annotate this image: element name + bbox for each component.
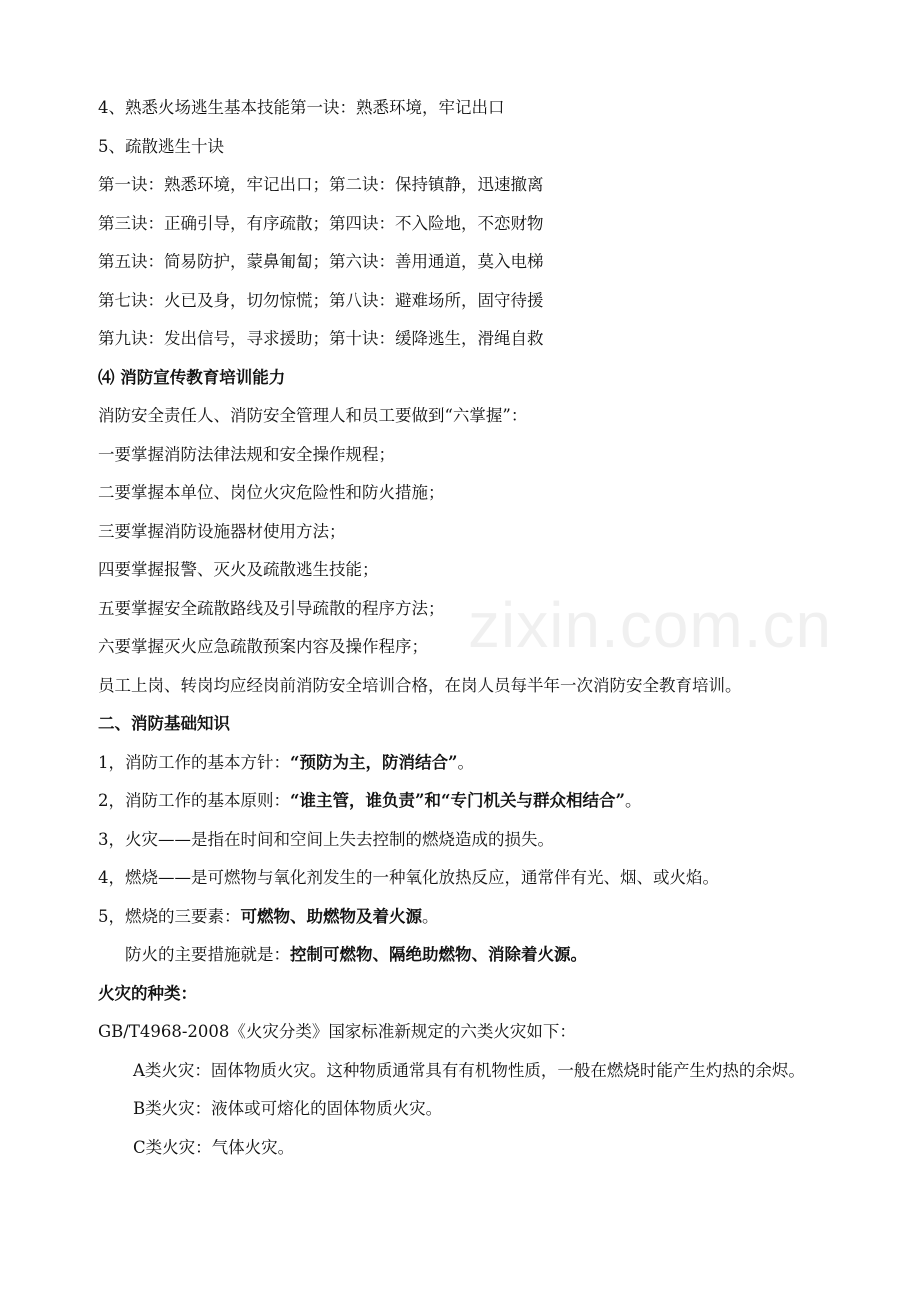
bold-span: “专门机关与群众相结合” bbox=[440, 791, 625, 810]
text-line: 第三诀：正确引导，有序疏散；第四诀：不入险地，不恋财物 bbox=[98, 213, 544, 233]
section-heading: ⑷ 消防宣传教育培训能力 bbox=[98, 367, 286, 387]
text-line: B类火灾：液体或可熔化的固体物质火灾。 bbox=[133, 1099, 443, 1118]
text-line: 第七诀：火已及身，切勿惊慌；第八诀：避难场所，固守待援 bbox=[98, 290, 544, 310]
text-span: 防火的主要措施就是： bbox=[125, 945, 290, 964]
bold-span: 可燃物、助燃物及着火源 bbox=[240, 906, 422, 926]
text-span: 。 bbox=[422, 906, 439, 926]
text-span: 。 bbox=[457, 752, 474, 772]
text-span: 2，消防工作的基本原则： bbox=[98, 791, 290, 810]
text-line: 4，燃烧——是可燃物与氧化剂发生的一种氧化放热反应，通常伴有光、烟、或火焰。 bbox=[98, 868, 719, 887]
document-body bbox=[98, 89, 838, 1167]
text-span: 5，燃烧的三要素： bbox=[98, 906, 241, 926]
watermark: zixin.com.cn bbox=[468, 589, 833, 661]
text-line: 三要掌握消防设施器材使用方法； bbox=[98, 521, 346, 541]
text-line bbox=[98, 898, 838, 937]
text-line: 四要掌握报警、灭火及疏散逃生技能； bbox=[98, 560, 379, 579]
section-heading: 火灾的种类： bbox=[98, 983, 197, 1003]
text-line bbox=[98, 744, 838, 783]
text-span: 1，消防工作的基本方针： bbox=[98, 752, 290, 772]
text-line: GB/T4968-2008《火灾分类》国家标准新规定的六类火灾如下： bbox=[98, 1022, 576, 1041]
bold-span: “预防为主，防消结合” bbox=[290, 752, 458, 772]
text-line bbox=[98, 782, 838, 821]
text-line: 第一诀：熟悉环境，牢记出口；第二诀：保持镇静，迅速撤离 bbox=[98, 175, 544, 194]
text-line bbox=[98, 936, 838, 975]
text-line: 员工上岗、转岗均应经岗前消防安全培训合格，在岗人员每半年一次消防安全教育培训。 bbox=[98, 675, 742, 695]
text-paragraph: A类火灾：固体物质火灾。这种物质通常具有有机物性质，一般在燃烧时能产生灼热的余烬。 bbox=[133, 1060, 805, 1080]
text-line: 五要掌握安全疏散路线及引导疏散的程序方法； bbox=[98, 598, 445, 618]
text-line: 4、熟悉火场逃生基本技能第一诀：熟悉环境，牢记出口 bbox=[98, 98, 505, 117]
text-line: 5、疏散逃生十诀 bbox=[98, 136, 224, 156]
bold-span: “谁主管，谁负责” bbox=[290, 791, 425, 810]
text-line: 第九诀：发出信号，寻求援助；第十诀：缓降逃生，滑绳自救 bbox=[98, 329, 544, 348]
text-line: 二要掌握本单位、岗位火灾危险性和防火措施； bbox=[98, 483, 445, 502]
text-line: 一要掌握消防法律法规和安全操作规程； bbox=[98, 444, 395, 464]
bold-span: 和 bbox=[424, 791, 441, 810]
section-heading: 二、消防基础知识 bbox=[98, 714, 230, 733]
text-line: 第五诀：简易防护，蒙鼻匍匐；第六诀：善用通道，莫入电梯 bbox=[98, 252, 544, 271]
bold-span: 控制可燃物、隔绝助燃物、消除着火源。 bbox=[290, 945, 587, 964]
text-span: 。 bbox=[624, 791, 642, 810]
text-line: 3，火灾——是指在时间和空间上失去控制的燃烧造成的损失。 bbox=[98, 829, 554, 849]
text-line: C类火灾：气体火灾。 bbox=[133, 1137, 295, 1157]
text-line: 六要掌握灭火应急疏散预案内容及操作程序； bbox=[98, 637, 428, 656]
text-line: 消防安全责任人、消防安全管理人和员工要做到“六掌握”： bbox=[98, 406, 528, 425]
